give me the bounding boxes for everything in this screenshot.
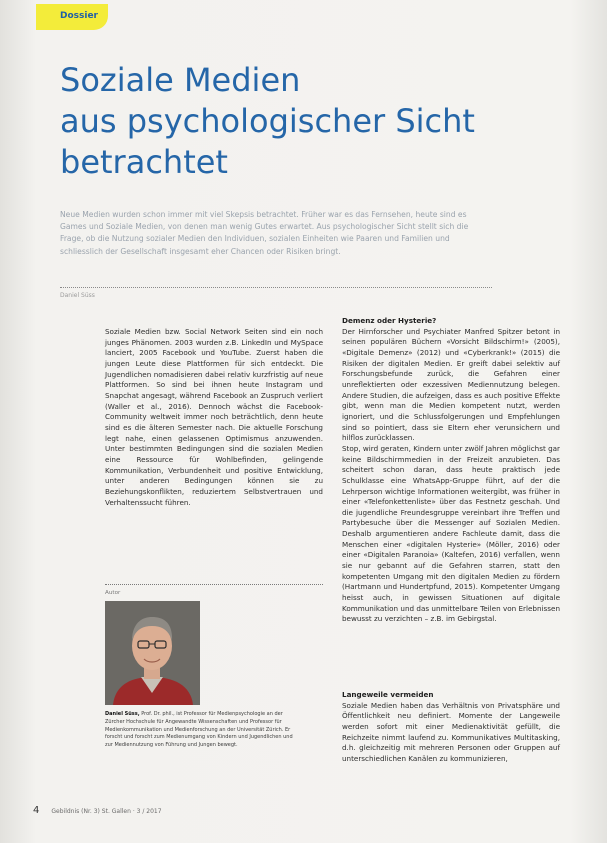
paragraph: Stop, wird geraten, Kindern unter zwölf Jahren möglichst gar keine Bildschirmmedien in der Freizeit anzubieten. Das scheitert schon daran, dass heute praktisch jede Schulklasse eine WhatsApp-Gruppe führt, auf der die Lehrperson wichtige Informationen weitergibt, was früher in einer «Telefonkettenliste» über das Festnetz geschah. Und die jugendliche Freundesgruppe vereinbart ihre Treffen und Partybesuche über die Messenger auf Sozialen Medien. Deshalb argumentieren andere Fachleute damit, dass die Menschen einer «digitalen Hysterie» (Möller, 2016) oder einer «Digitalen Paranoia» (Kaltefen, 2016) verfallen, wenn sie nur gebannt auf die Gefahren starren, statt den kompetenten Umgang mit den digitalen Medien zu fördern (Hartmann und Hundertpfund, 2015). Kompetenter Umgang heisst auch, in gewissen Situationen auf digitale Kommunikation und das unmittelbare Teilen von Erlebnissen bewusst zu verzichten – z.B. im Gebirgstal. <box>342 443 560 624</box>
author-bio: Prof. Dr. phil., ist Professor für Medienpsychologie an der Zürcher Hochschule für Angewandte Wissenschaften und Professor für Medienkommunikation und Medienforschung an der Universität Zürich. Er forscht und forscht zum Medienumgang von Kindern und Jugendlichen und zur Mediennutzung von Führung und Jungen bewegt. <box>105 711 293 749</box>
author-divider <box>105 584 323 585</box>
author-label: Autor <box>105 590 121 596</box>
author-name: Daniel Süss, <box>105 711 140 717</box>
portrait-illustration <box>105 601 200 705</box>
subheading-langeweile: Langeweile vermeiden <box>342 690 434 699</box>
body-column-right-continued <box>342 690 560 765</box>
title-line-1: Soziale Medien <box>60 61 301 99</box>
byline: Daniel Süss <box>60 292 95 299</box>
page-footer <box>33 805 162 816</box>
section-label: Dossier <box>60 11 98 21</box>
body-column-right <box>342 316 560 625</box>
article-lead: Neue Medien wurden schon immer mit viel Skepsis betrachtet. Früher war es das Fernsehen, heute sind es Games und Soziale Medien, von denen man wenig Gutes erwartet. Aus psychologischer Sicht stellt sich die Frage, ob die Nutzung sozialer Medien den Individuen, sozialen Einheiten wie Paaren und Familien und schliesslich der Gesellschaft insgesamt eher Chancen oder Risiken bringt. <box>60 210 469 256</box>
page-number: 4 <box>33 805 40 816</box>
paragraph: Soziale Medien haben das Verhältnis von Privatsphäre und Öffentlichkeit neu definiert. Momente der Langeweile werden sofort mit einer Medienaktivität gefüllt, die Reichzeite nimmt laufend zu. Kommunikatives Multitasking, d.h. gleichzeitig mit mehreren Personen oder Gruppen auf unterschiedlichen Kanälen zu kommunizieren, <box>342 700 560 763</box>
publication-info: Gebildnis (Nr. 3) St. Gallen · 3 / 2017 <box>51 808 162 815</box>
subheading-demenz: Demenz oder Hysterie? <box>342 316 437 325</box>
divider <box>60 287 492 288</box>
author-photo <box>105 601 200 705</box>
title-line-3: betrachtet <box>60 143 228 181</box>
paragraph: Der Hirnforscher und Psychiater Manfred Spitzer betont in seinen populären Büchern «Vorsicht Bildschirm!» (2005), «Digitale Demenz» (2012) und «Cyberkrank!» (2015) die Risiken der digitalen Medien. Er greift dabei selektiv auf Forschungsbefunde zurück, die Gefahren einer unreflektierten oder exzessiven Mediennutzung belegen. Andere Studien, die aufzeigen, dass es auch positive Effekte gibt, wenn man die Medien kompetent nutzt, werden ignoriert, und die Schlussfolgerungen und Empfehlungen sind so pointiert, dass sie Eltern eher verunsichern und hilflos zurücklassen. <box>342 326 560 443</box>
title-line-2: aus psychologischer Sicht <box>60 102 475 140</box>
author-caption <box>105 711 300 750</box>
body-column-left: Soziale Medien bzw. Social Network Seiten sind ein noch junges Phänomen. 2003 wurden z.B. LinkedIn und MySpace lanciert, 2005 Facebook und YouTube. Zuerst haben die jungen Leute diese Plattformen für sich entdeckt. Die Jugendlichen nomadisieren dabei relativ kurzfristig auf neue Plattformen. So sind bei ihnen heute Instagram und Snapchat angesagt, während Facebook an Zuspruch verliert (Waller et al., 2016). Dennoch wächst die Facebook-Community weltweit immer noch beträchtlich, denn heute sind es die älteren Semester nach. Die aktuelle Forschung legt nahe, einen gelassenen Optimismus anzuwenden. Unter bestimmten Bedingungen sind die sozialen Medien eine Ressource für Wohlbefinden, gelingende Kommunikation, Verbundenheit und positive Entwicklung, unter anderen Bedingungen können sie zu Beziehungskonflikten, reduziertem Selbstvertrauen und Verhaltenssucht führen. <box>105 327 323 507</box>
article-title <box>60 60 580 183</box>
